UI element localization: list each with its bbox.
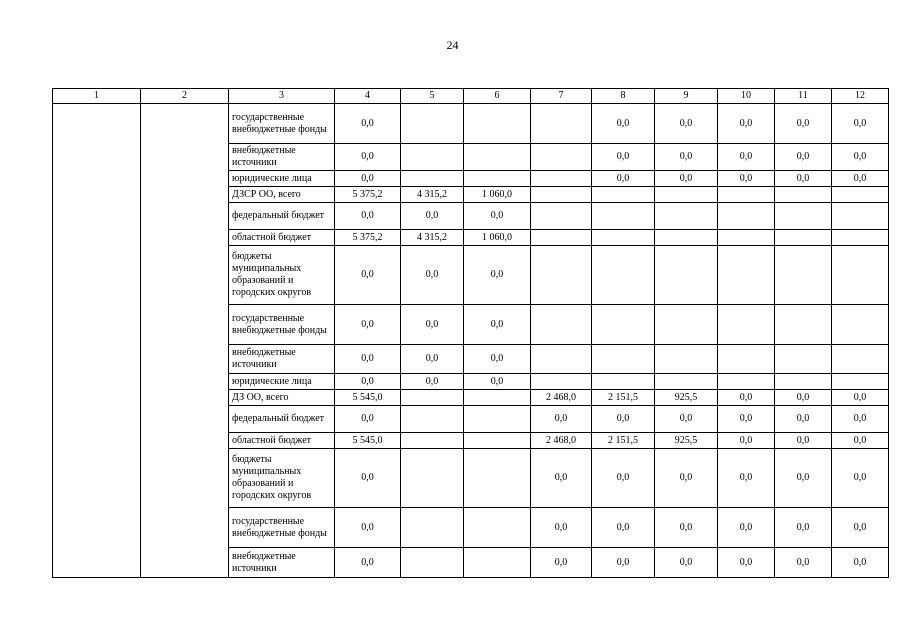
value-cell: 0,0 (335, 104, 401, 144)
value-cell (464, 433, 531, 449)
value-cell (401, 449, 464, 508)
value-cell: 2 151,5 (592, 433, 655, 449)
row-label: федеральный бюджет (229, 203, 335, 230)
value-cell (655, 230, 718, 246)
value-cell (531, 374, 592, 390)
value-cell: 0,0 (531, 406, 592, 433)
value-cell: 0,0 (832, 144, 889, 171)
value-cell: 0,0 (775, 390, 832, 406)
value-cell (401, 508, 464, 548)
value-cell (718, 187, 775, 203)
column-header-6: 6 (464, 89, 531, 104)
row-label: государственные внебюджетные фонды (229, 104, 335, 144)
row-label: ДЗ ОО, всего (229, 390, 335, 406)
column-header-5: 5 (401, 89, 464, 104)
value-cell (464, 104, 531, 144)
column-header-9: 9 (655, 89, 718, 104)
value-cell (464, 390, 531, 406)
value-cell (775, 305, 832, 345)
value-cell (531, 345, 592, 374)
value-cell: 0,0 (592, 548, 655, 578)
value-cell: 5 375,2 (335, 230, 401, 246)
value-cell: 0,0 (832, 508, 889, 548)
value-cell (655, 203, 718, 230)
value-cell: 0,0 (655, 144, 718, 171)
budget-table (52, 88, 889, 578)
value-cell (832, 345, 889, 374)
value-cell (832, 203, 889, 230)
row-label: ДЗСР ОО, всего (229, 187, 335, 203)
value-cell: 0,0 (775, 406, 832, 433)
column-header-1: 1 (53, 89, 141, 104)
value-cell (401, 433, 464, 449)
value-cell: 2 468,0 (531, 390, 592, 406)
value-cell: 0,0 (718, 433, 775, 449)
value-cell (718, 374, 775, 390)
col2-cell (141, 104, 229, 578)
value-cell (775, 230, 832, 246)
value-cell (401, 406, 464, 433)
column-header-8: 8 (592, 89, 655, 104)
value-cell: 4 315,2 (401, 230, 464, 246)
row-label: внебюджетные источники (229, 345, 335, 374)
value-cell: 0,0 (832, 390, 889, 406)
value-cell (401, 144, 464, 171)
column-header-10: 10 (718, 89, 775, 104)
value-cell (775, 345, 832, 374)
value-cell (592, 374, 655, 390)
value-cell (401, 104, 464, 144)
value-cell: 0,0 (401, 345, 464, 374)
value-cell: 0,0 (655, 104, 718, 144)
value-cell: 0,0 (592, 406, 655, 433)
value-cell (832, 374, 889, 390)
value-cell (464, 508, 531, 548)
row-label: бюджеты муниципальных образований и городских округов (229, 246, 335, 305)
value-cell: 0,0 (775, 433, 832, 449)
row-label: внебюджетные источники (229, 144, 335, 171)
value-cell: 0,0 (832, 406, 889, 433)
column-header-11: 11 (775, 89, 832, 104)
value-cell: 0,0 (464, 374, 531, 390)
value-cell: 1 060,0 (464, 230, 531, 246)
value-cell: 0,0 (335, 449, 401, 508)
value-cell: 4 315,2 (401, 187, 464, 203)
value-cell (531, 230, 592, 246)
value-cell (832, 305, 889, 345)
value-cell: 0,0 (335, 406, 401, 433)
value-cell: 925,5 (655, 390, 718, 406)
value-cell: 0,0 (592, 171, 655, 187)
value-cell: 0,0 (592, 449, 655, 508)
value-cell (718, 230, 775, 246)
row-label: внебюджетные источники (229, 548, 335, 578)
value-cell: 0,0 (775, 171, 832, 187)
table-row (53, 104, 889, 144)
value-cell: 0,0 (832, 433, 889, 449)
value-cell: 0,0 (832, 548, 889, 578)
value-cell: 0,0 (775, 144, 832, 171)
row-label: государственные внебюджетные фонды (229, 508, 335, 548)
value-cell (592, 305, 655, 345)
value-cell: 0,0 (335, 203, 401, 230)
column-header-2: 2 (141, 89, 229, 104)
value-cell: 0,0 (718, 171, 775, 187)
header-row (53, 89, 889, 104)
value-cell: 0,0 (531, 508, 592, 548)
value-cell: 0,0 (655, 406, 718, 433)
value-cell: 0,0 (531, 449, 592, 508)
value-cell: 0,0 (832, 171, 889, 187)
row-label: юридические лица (229, 171, 335, 187)
row-label: бюджеты муниципальных образований и городских округов (229, 449, 335, 508)
value-cell (401, 390, 464, 406)
row-label: федеральный бюджет (229, 406, 335, 433)
value-cell: 0,0 (335, 171, 401, 187)
col1-cell (53, 104, 141, 578)
value-cell (775, 187, 832, 203)
value-cell (775, 203, 832, 230)
row-label: областной бюджет (229, 433, 335, 449)
value-cell: 925,5 (655, 433, 718, 449)
value-cell (655, 246, 718, 305)
value-cell: 0,0 (335, 144, 401, 171)
value-cell: 0,0 (655, 508, 718, 548)
value-cell (531, 187, 592, 203)
value-cell (531, 203, 592, 230)
value-cell (464, 171, 531, 187)
value-cell: 0,0 (718, 144, 775, 171)
column-header-3: 3 (229, 89, 335, 104)
value-cell (832, 230, 889, 246)
value-cell: 0,0 (718, 508, 775, 548)
value-cell (531, 104, 592, 144)
value-cell: 0,0 (655, 171, 718, 187)
value-cell (464, 548, 531, 578)
value-cell (401, 548, 464, 578)
value-cell (655, 345, 718, 374)
value-cell (775, 374, 832, 390)
value-cell (464, 406, 531, 433)
value-cell (531, 144, 592, 171)
value-cell: 5 545,0 (335, 390, 401, 406)
value-cell (718, 246, 775, 305)
value-cell: 0,0 (335, 548, 401, 578)
row-label: областной бюджет (229, 230, 335, 246)
value-cell: 0,0 (718, 449, 775, 508)
value-cell (592, 246, 655, 305)
value-cell (655, 305, 718, 345)
value-cell: 2 151,5 (592, 390, 655, 406)
value-cell (655, 187, 718, 203)
value-cell: 0,0 (655, 548, 718, 578)
value-cell (655, 374, 718, 390)
value-cell: 0,0 (464, 345, 531, 374)
value-cell: 0,0 (718, 104, 775, 144)
value-cell: 0,0 (718, 548, 775, 578)
value-cell (592, 187, 655, 203)
value-cell: 0,0 (401, 203, 464, 230)
value-cell: 1 060,0 (464, 187, 531, 203)
value-cell: 0,0 (592, 144, 655, 171)
value-cell: 0,0 (718, 390, 775, 406)
value-cell (592, 203, 655, 230)
value-cell (531, 171, 592, 187)
value-cell: 0,0 (832, 449, 889, 508)
value-cell (832, 187, 889, 203)
value-cell: 0,0 (335, 305, 401, 345)
value-cell: 0,0 (655, 449, 718, 508)
value-cell: 2 468,0 (531, 433, 592, 449)
value-cell: 0,0 (592, 508, 655, 548)
value-cell: 0,0 (775, 449, 832, 508)
value-cell: 0,0 (592, 104, 655, 144)
column-header-7: 7 (531, 89, 592, 104)
row-label: юридические лица (229, 374, 335, 390)
value-cell (401, 171, 464, 187)
value-cell (718, 305, 775, 345)
value-cell: 0,0 (464, 203, 531, 230)
value-cell: 0,0 (464, 305, 531, 345)
page-number: 24 (446, 38, 459, 52)
value-cell: 0,0 (401, 305, 464, 345)
value-cell: 0,0 (335, 345, 401, 374)
value-cell (718, 345, 775, 374)
value-cell (592, 230, 655, 246)
value-cell: 0,0 (775, 104, 832, 144)
column-header-12: 12 (832, 89, 889, 104)
value-cell (531, 246, 592, 305)
value-cell (592, 345, 655, 374)
value-cell: 0,0 (335, 374, 401, 390)
value-cell: 0,0 (832, 104, 889, 144)
value-cell (464, 144, 531, 171)
column-header-4: 4 (335, 89, 401, 104)
value-cell: 0,0 (775, 548, 832, 578)
value-cell (718, 203, 775, 230)
value-cell (464, 449, 531, 508)
value-cell: 0,0 (464, 246, 531, 305)
value-cell (531, 305, 592, 345)
value-cell (832, 246, 889, 305)
value-cell: 0,0 (401, 374, 464, 390)
value-cell: 5 545,0 (335, 433, 401, 449)
value-cell: 0,0 (531, 548, 592, 578)
row-label: государственные внебюджетные фонды (229, 305, 335, 345)
value-cell: 0,0 (718, 406, 775, 433)
value-cell: 5 375,2 (335, 187, 401, 203)
value-cell (775, 246, 832, 305)
value-cell: 0,0 (775, 508, 832, 548)
value-cell: 0,0 (335, 508, 401, 548)
value-cell: 0,0 (335, 246, 401, 305)
value-cell: 0,0 (401, 246, 464, 305)
